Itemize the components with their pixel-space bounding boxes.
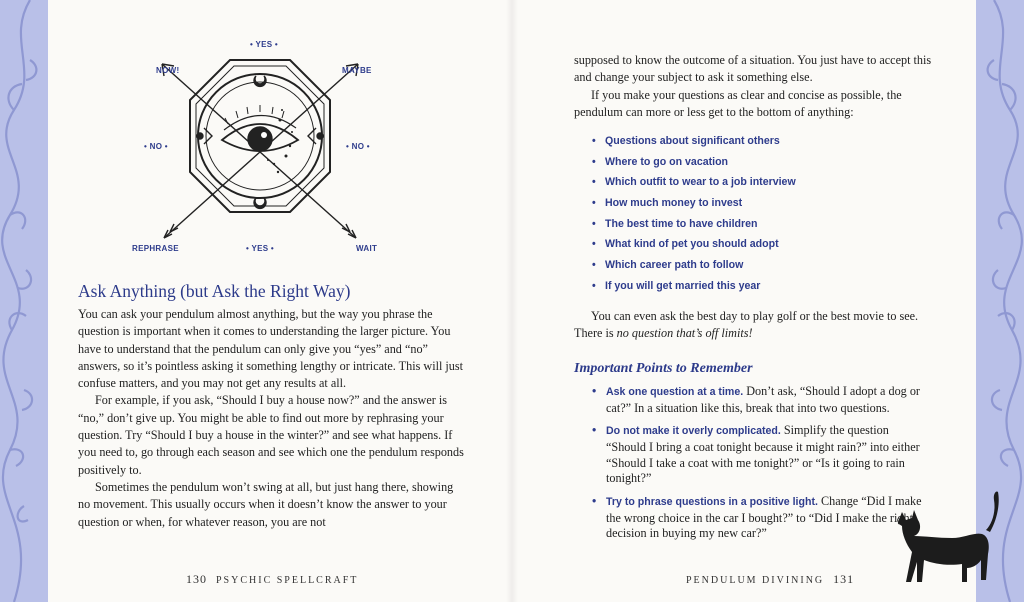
- paragraph: You can ask your pendulum almost anything, but the way you phrase the question is important when it comes to understanding the larger picture. You have to understand that the pendulum can only give you “yes” and “no” answers, so it’s pointless asking it something lengthy or intricate. This will just confuse matters, and you may not get any results at all.: [78, 307, 464, 391]
- closing-emphasis: no question that’s off limits!: [616, 326, 753, 341]
- running-head: PSYCHIC SPELLCRAFT: [216, 575, 359, 586]
- label-rephrase: REPHRASE: [132, 244, 179, 253]
- paragraph: Sometimes the pendulum won’t swing at all, but just hang there, showing no movement. This usually occurs when it doesn’t know the answer to your question or when, for whatever reason, you are not: [78, 479, 454, 529]
- list-item: [590, 494, 930, 542]
- point-lead: Do not make it overly complicated.: [606, 425, 781, 438]
- point-lead: Try to phrase questions in a positive light.: [606, 495, 818, 508]
- paragraph: For example, if you ask, “Should I buy a house now?” and the answer is “no,” don’t give up. You might be able to find out more by rephrasing your question. Try “Should I buy a house in the winter?” and see what happens. If you need to, go through each season and see which one the pendulum responds positively to.: [78, 393, 464, 477]
- page-number: 131: [833, 572, 855, 586]
- floral-vine-icon: [0, 0, 48, 602]
- list-item: [590, 384, 930, 417]
- label-yes-top: • YES •: [250, 40, 279, 49]
- label-now: NOW!: [156, 66, 180, 75]
- point-text: Change “Did I make the wrong choice in the car I bought?” to “Did I make the right decision in buying my new car?”: [606, 493, 922, 541]
- right-folio: [686, 572, 854, 587]
- list-item: • Where to go on vacation: [586, 156, 796, 177]
- list-item: • Which career path to follow: [586, 259, 796, 280]
- left-folio: [186, 572, 358, 587]
- closing-text: You can even ask the best day to play golf or the best movie to see. There is: [574, 309, 919, 341]
- point-text: Don’t ask, “Should I adopt a dog or cat?” In a situation like this, break that into two questions.: [606, 384, 920, 415]
- label-no-right: • NO •: [346, 142, 370, 151]
- left-floral-border: [0, 0, 48, 602]
- points-list: [590, 384, 930, 549]
- list-item: • If you will get married this year: [586, 280, 796, 301]
- section-heading: Ask Anything (but Ask the Right Way): [78, 281, 351, 301]
- left-body-text: [78, 306, 468, 531]
- paragraph: If you make your questions as clear and concise as possible, the pendulum can more or less get to the bottom of anything:: [574, 87, 902, 119]
- black-cat-icon: [890, 488, 1008, 590]
- running-head: PENDULUM DIVINING: [686, 575, 825, 586]
- right-body-text: [574, 52, 946, 121]
- label-no-left: • NO •: [144, 142, 168, 151]
- list-item: • Questions about significant others: [586, 135, 796, 156]
- subheading: Important Points to Remember: [574, 361, 753, 376]
- closing-paragraph: [574, 308, 946, 343]
- point-lead: Ask one question at a time.: [606, 386, 744, 398]
- label-maybe: MAYBE: [342, 66, 372, 75]
- page-number: 130: [186, 572, 207, 586]
- pendulum-chart: [130, 36, 390, 256]
- paragraph: supposed to know the outcome of a situation. You just have to accept this and change your subject to ask it something else.: [574, 53, 932, 85]
- list-item: • Which outfit to wear to a job interview: [586, 176, 796, 197]
- label-wait: WAIT: [356, 244, 378, 253]
- label-yes-bottom: • YES •: [246, 244, 275, 253]
- list-item: • What kind of pet you should adopt: [586, 238, 796, 259]
- book-gutter: [506, 0, 518, 602]
- point-text: Simplify the question “Should I bring a coat tonight because it might rain?” into either “Should I take a coat with me tonight?” or “Is it going to rain tonight?”: [606, 423, 920, 486]
- list-item: • How much money to invest: [586, 197, 796, 218]
- list-item: [590, 423, 930, 487]
- question-list: [586, 135, 796, 301]
- list-item: • The best time to have children: [586, 218, 796, 239]
